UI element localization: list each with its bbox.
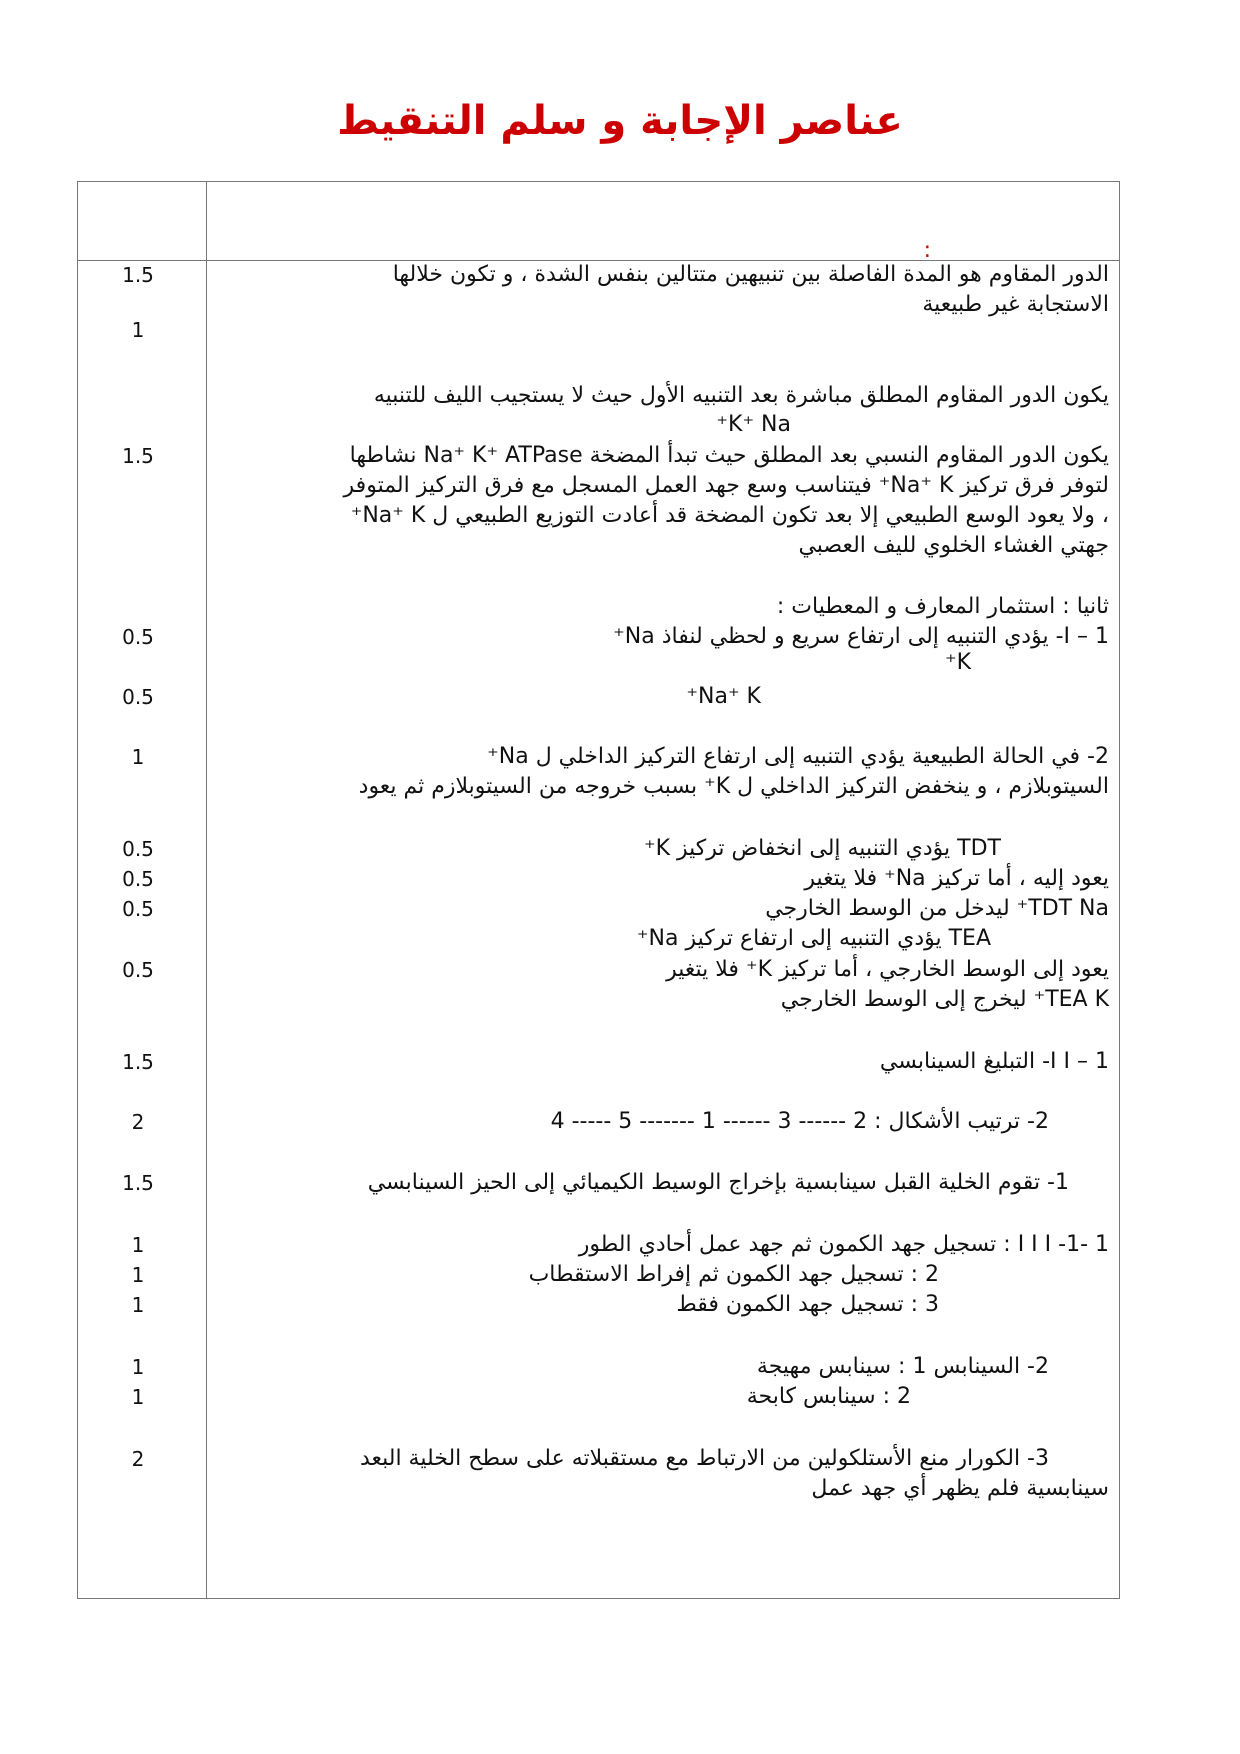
list-item (78, 772, 1121, 802)
answer-line: 2 : تسجيل جهد الكمون ثم إفراط الاستقطاب (528, 1262, 939, 1287)
list-item (78, 985, 1121, 1015)
list-item (78, 1382, 1121, 1412)
answer-line: 3- الكورار منع الأستلكولين من الارتباط مع مستقبلاته على سطح الخلية البعد (359, 1446, 1049, 1471)
answer-line: K⁺ Na⁺ (716, 412, 791, 437)
list-item (78, 894, 1121, 924)
answer-line: TDT Na⁺ ليدخل من الوسط الخارجي (765, 896, 1109, 921)
list-item (78, 441, 1121, 471)
answer-line: يكون الدور المقاوم النسبي بعد المطلق حيث تبدأ المضخة Na⁺ K⁺ ATPase نشاطها (349, 443, 1109, 468)
score: 2 (131, 1110, 145, 1134)
answer-line: 2 : سينابس كابحة (746, 1384, 911, 1409)
score: 1 (131, 1355, 145, 1379)
list-item (78, 1474, 1121, 1504)
answer-line: سينابسية فلم يظهر أي جهد عمل (811, 1476, 1109, 1501)
answer-line: يعود إلى الوسط الخارجي ، أما تركيز K⁺ فلا يتغير (666, 957, 1109, 982)
list-item (78, 1047, 1121, 1077)
score: 0.5 (122, 867, 154, 891)
list-item (78, 260, 1121, 290)
score: 1.5 (122, 263, 154, 287)
score: 0.5 (122, 958, 154, 982)
list-item (78, 501, 1121, 531)
answer-line: ، ولا يعود الوسع الطبيعي إلا بعد تكون المضخة قد أعادت التوزيع الطبيعي ل Na⁺ K⁺ (350, 503, 1109, 528)
answer-line: I – 1- يؤدي التنبيه إلى ارتفاع سريع و لحظي لنفاذ Na⁺ (613, 624, 1109, 649)
answer-line: 2- ترتيب الأشكال : 2 ------ 3 ------ 1 ------- 5 ----- 4 (550, 1109, 1049, 1134)
list-item (78, 1260, 1121, 1290)
list-item (78, 834, 1121, 864)
answer-line: جهتي الغشاء الخلوي لليف العصبي (798, 533, 1109, 558)
list-item (78, 315, 1121, 345)
list-item (78, 592, 1121, 622)
list-item (78, 955, 1121, 985)
score: 1 (131, 1233, 145, 1257)
list-item (78, 1230, 1121, 1260)
list-item (78, 1352, 1121, 1382)
list-item (78, 410, 1121, 440)
score: 0.5 (122, 625, 154, 649)
list-item (78, 648, 1121, 678)
list-item (78, 1444, 1121, 1474)
answer-line: I I I -1- 1 : تسجيل جهد الكمون ثم جهد عمل أحادي الطور (578, 1232, 1109, 1257)
red-colon: : (923, 238, 931, 263)
answer-line: الاستجابة غير طبيعية (922, 292, 1109, 317)
list-item (78, 1107, 1121, 1137)
answer-line: 1- تقوم الخلية القبل سينابسية بإخراج الوسيط الكيميائي إلى الحيز السينابسي (367, 1170, 1069, 1195)
answer-line: يكون الدور المقاوم المطلق مباشرة بعد التنبيه الأول حيث لا يستجيب الليف للتنبيه (373, 383, 1109, 408)
answer-line: لتوفر فرق تركيز Na⁺ K⁺ فيتناسب وسع جهد العمل المسجل مع فرق التركيز المتوفر (343, 473, 1109, 498)
list-item (78, 471, 1121, 501)
answer-line: TEA يؤدي التنبيه إلى ارتفاع تركيز Na⁺ (636, 926, 991, 951)
page-title: عناصر الإجابة و سلم التنقيط (337, 98, 903, 144)
answer-line: ثانيا : استثمار المعارف و المعطيات : (776, 594, 1109, 619)
list-item (78, 682, 1121, 712)
list-item (78, 1290, 1121, 1320)
list-item (78, 1168, 1121, 1198)
score: 1.5 (122, 1050, 154, 1074)
score: 1.5 (122, 1171, 154, 1195)
answer-line: I I – 1- التبليغ السينابسي (879, 1049, 1109, 1074)
score: 1 (131, 1385, 145, 1409)
answer-line: TDT يؤدي التنبيه إلى انخفاض تركيز K⁺ (643, 836, 1001, 861)
score: 1 (131, 1263, 145, 1287)
score: 2 (131, 1447, 145, 1471)
answer-line: الدور المقاوم هو المدة الفاصلة بين تنبيهين متتالين بنفس الشدة ، و تكون خلالها (392, 262, 1109, 287)
list-item (78, 924, 1121, 954)
answer-line: TEA K⁺ ليخرج إلى الوسط الخارجي (780, 987, 1109, 1012)
score: 1 (131, 745, 145, 769)
answer-line: 2- السينابس 1 : سينابس مهيجة (756, 1354, 1049, 1379)
score: 1 (131, 318, 145, 342)
score: 1 (131, 1293, 145, 1317)
list-item (78, 742, 1121, 772)
answer-line: يعود إليه ، أما تركيز Na⁺ فلا يتغير (804, 866, 1109, 891)
list-item (78, 381, 1121, 411)
answer-line: 2- في الحالة الطبيعية يؤدي التنبيه إلى ارتفاع التركيز الداخلي ل Na⁺ (487, 744, 1109, 769)
score: 0.5 (122, 897, 154, 921)
answer-line: السيتوبلازم ، و ينخفض التركيز الداخلي ل K⁺ بسبب خروجه من السيتوبلازم ثم يعود (358, 774, 1109, 799)
score: 1.5 (122, 444, 154, 468)
answer-line: Na⁺ K⁺ (686, 684, 761, 709)
list-item (78, 864, 1121, 894)
answer-table (77, 181, 1120, 1599)
answer-line: 3 : تسجيل جهد الكمون فقط (676, 1292, 939, 1317)
list-item (78, 531, 1121, 561)
answer-line: K⁺ (944, 650, 971, 675)
score: 0.5 (122, 685, 154, 709)
score: 0.5 (122, 837, 154, 861)
